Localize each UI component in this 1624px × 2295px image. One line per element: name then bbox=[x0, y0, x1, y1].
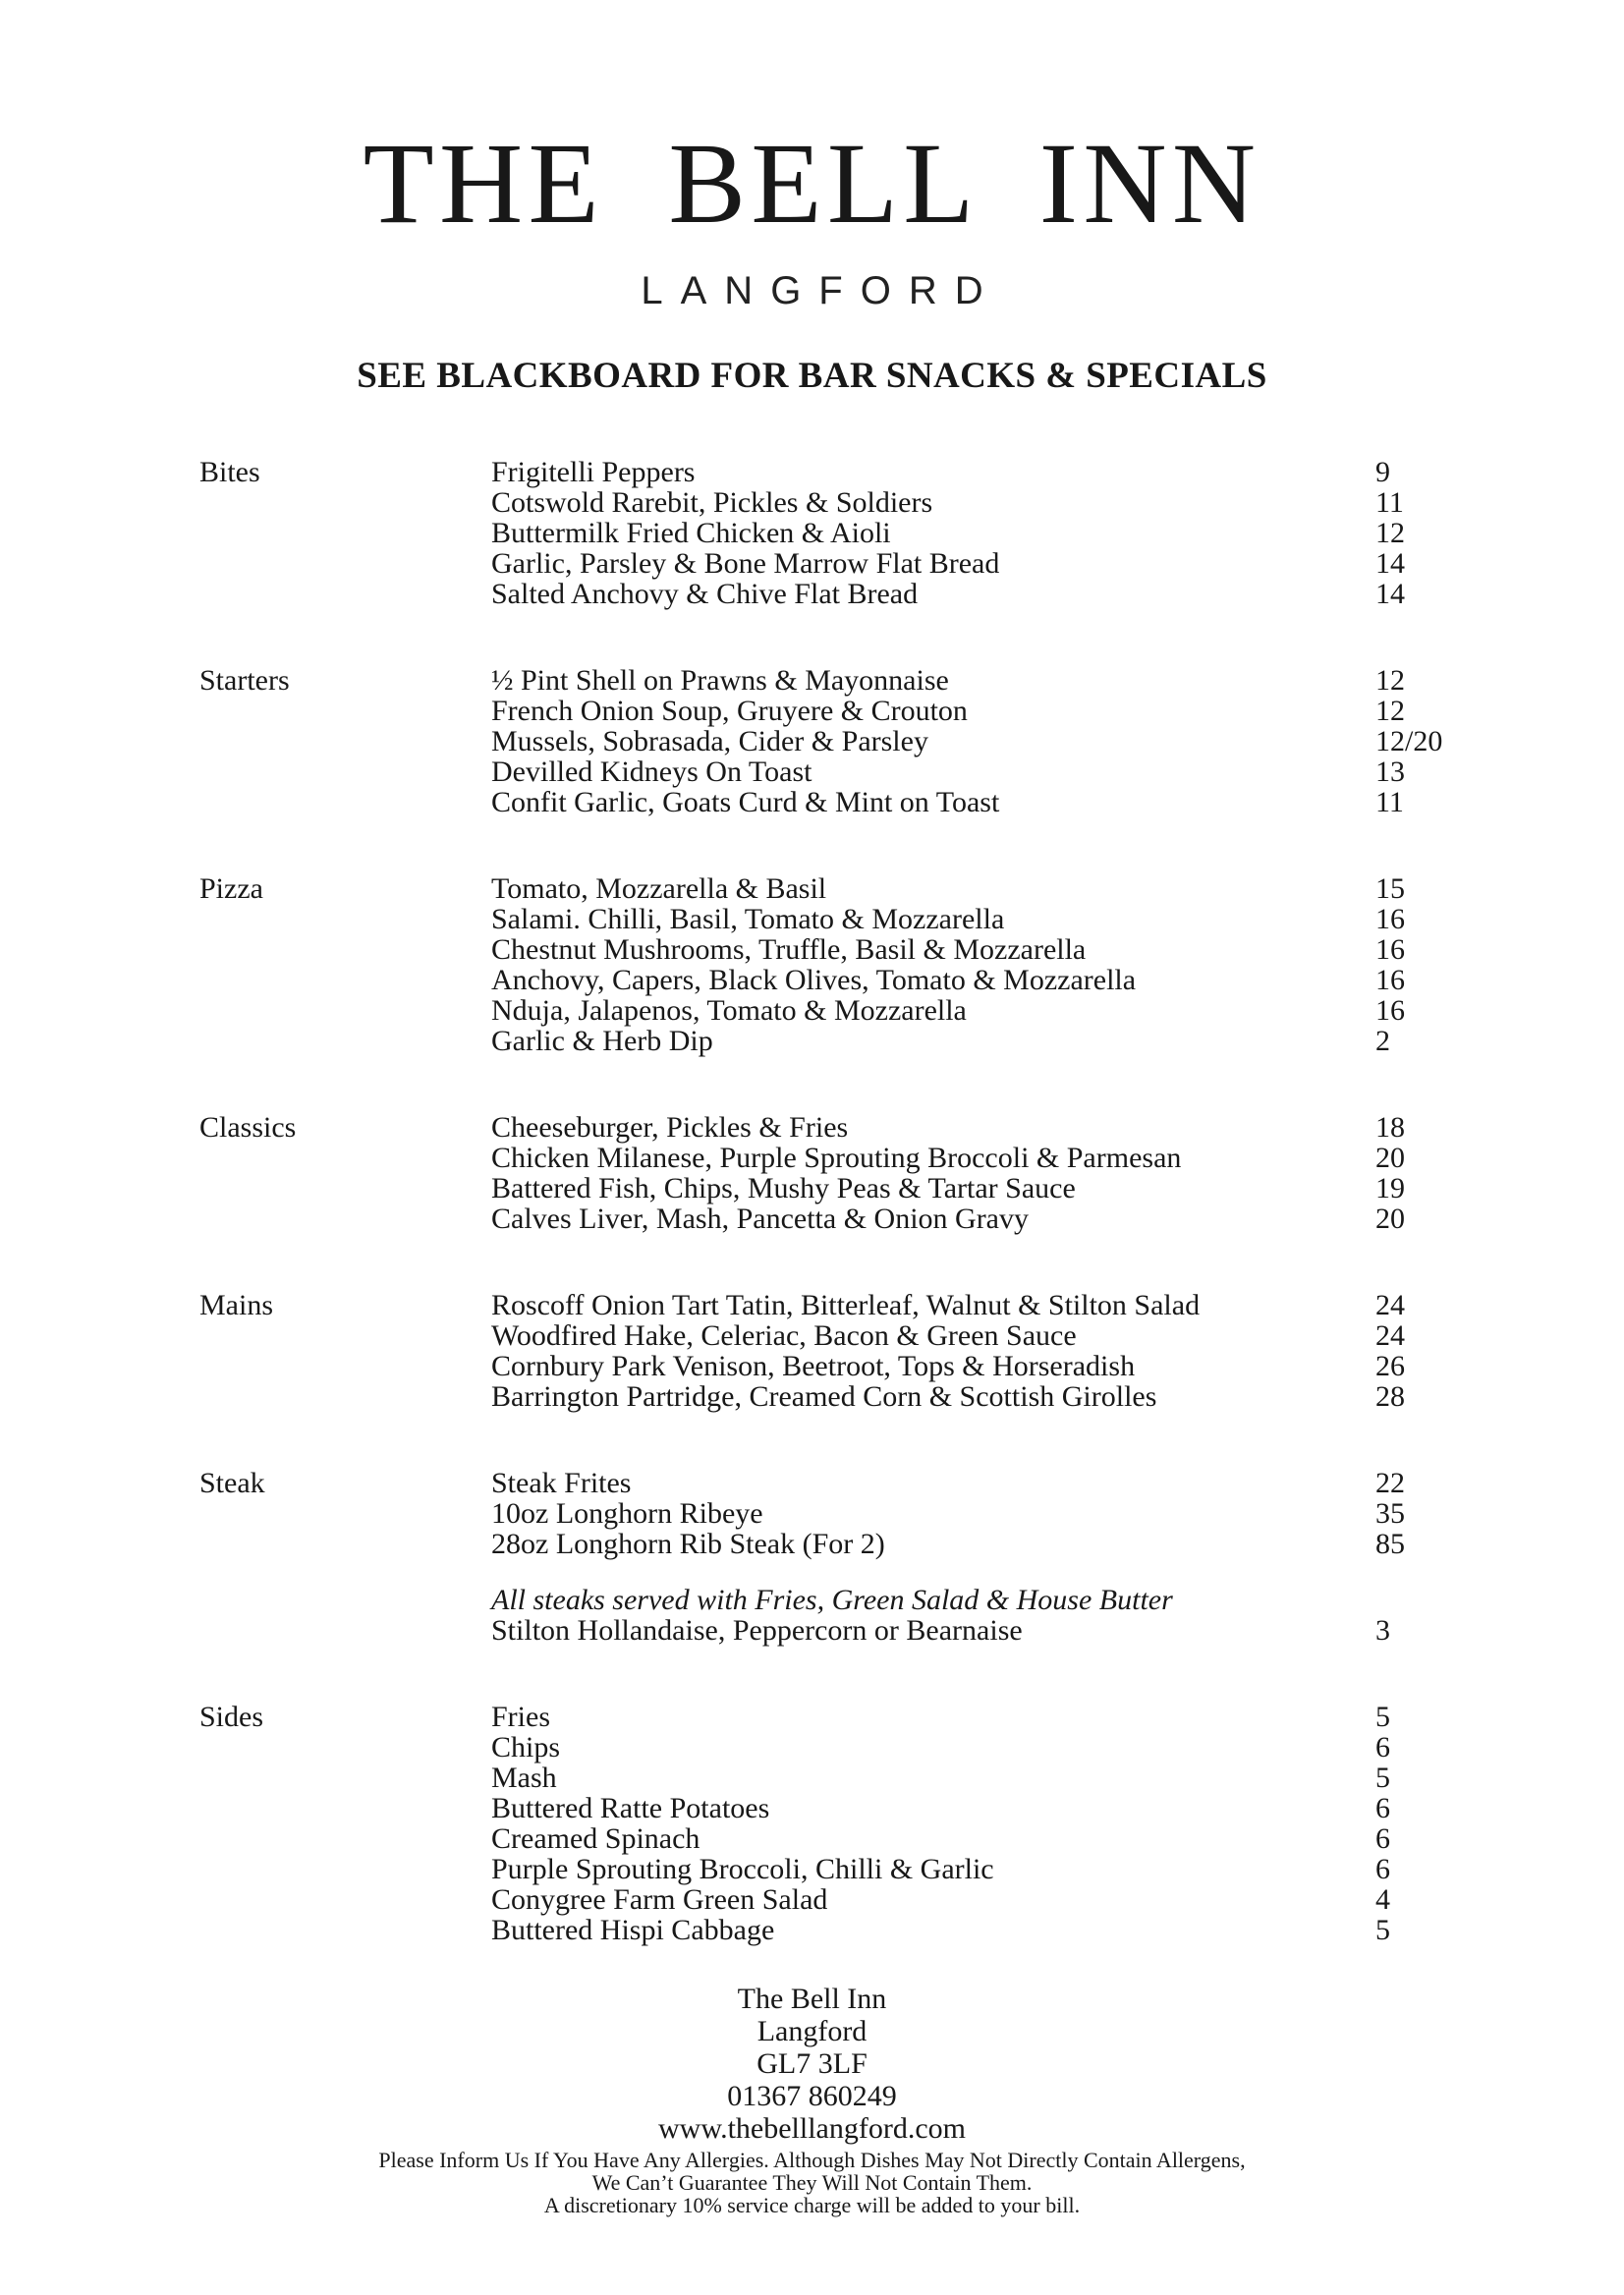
item-price: 20 bbox=[1375, 1203, 1405, 1235]
section-label: Starters bbox=[199, 664, 290, 697]
item-price: 28 bbox=[1375, 1380, 1405, 1413]
section-items bbox=[491, 665, 1484, 817]
section-label: Bites bbox=[199, 456, 260, 488]
item-name: Steak Frites bbox=[491, 1467, 632, 1499]
footer-smallprint bbox=[0, 2149, 1624, 2216]
item-price: 24 bbox=[1375, 1289, 1405, 1321]
item-price: 11 bbox=[1375, 486, 1404, 519]
item-name: Garlic, Parsley & Bone Marrow Flat Bread bbox=[491, 547, 1000, 580]
menu-item bbox=[491, 1468, 1484, 1498]
menu-section-starters bbox=[199, 665, 1484, 817]
menu-item bbox=[491, 548, 1484, 579]
section-label: Sides bbox=[199, 1701, 264, 1733]
item-price: 16 bbox=[1375, 903, 1405, 935]
menu-item bbox=[491, 787, 1484, 817]
menu-item bbox=[491, 1793, 1484, 1823]
section-label: Classics bbox=[199, 1111, 297, 1144]
menu-header bbox=[0, 0, 1624, 394]
menu-item bbox=[491, 1498, 1484, 1529]
menu-item bbox=[491, 904, 1484, 934]
item-name: Buttered Hispi Cabbage bbox=[491, 1914, 775, 1946]
item-price: 6 bbox=[1375, 1853, 1390, 1885]
item-name: Mash bbox=[491, 1762, 557, 1794]
item-price: 14 bbox=[1375, 578, 1405, 610]
item-name: Anchovy, Capers, Black Olives, Tomato & Mozzarella bbox=[491, 964, 1137, 996]
item-name: Chestnut Mushrooms, Truffle, Basil & Mozzarella bbox=[491, 933, 1087, 966]
page-title: THE BELL INN bbox=[363, 119, 1261, 248]
item-name: Cotswold Rarebit, Pickles & Soldiers bbox=[491, 486, 933, 519]
item-price: 5 bbox=[1375, 1762, 1390, 1794]
item-price: 18 bbox=[1375, 1111, 1405, 1144]
item-price: 5 bbox=[1375, 1701, 1390, 1733]
section-items bbox=[491, 873, 1484, 1056]
item-name: Devilled Kidneys On Toast bbox=[491, 756, 812, 788]
item-price: 11 bbox=[1375, 786, 1404, 818]
menu-item bbox=[491, 487, 1484, 518]
section-label: Mains bbox=[199, 1289, 273, 1321]
item-name: Woodfired Hake, Celeriac, Bacon & Green Sauce bbox=[491, 1319, 1077, 1352]
smallprint-line: A discretionary 10% service charge will be added to your bill. bbox=[543, 2193, 1081, 2217]
menu-item bbox=[491, 1143, 1484, 1173]
menu-item bbox=[491, 1702, 1484, 1732]
menu-item bbox=[491, 1585, 1484, 1615]
item-name: Chicken Milanese, Purple Sprouting Broccoli & Parmesan bbox=[491, 1142, 1182, 1174]
item-price bbox=[1375, 1585, 1484, 1615]
item-price: 12/20 bbox=[1375, 725, 1443, 757]
item-price: 9 bbox=[1375, 456, 1390, 488]
item-price: 19 bbox=[1375, 1172, 1405, 1204]
item-name: 10oz Longhorn Ribeye bbox=[491, 1497, 763, 1530]
item-price: 85 bbox=[1375, 1528, 1405, 1560]
item-name: Buttered Ratte Potatoes bbox=[491, 1792, 770, 1824]
item-price: 2 bbox=[1375, 1025, 1390, 1057]
item-price: 5 bbox=[1375, 1914, 1390, 1946]
menu-item bbox=[491, 934, 1484, 965]
menu-item bbox=[491, 1320, 1484, 1351]
menu-section-steak bbox=[199, 1468, 1484, 1646]
menu-section-mains bbox=[199, 1290, 1484, 1412]
item-price: 6 bbox=[1375, 1731, 1390, 1763]
menu-item bbox=[491, 873, 1484, 904]
menu-item bbox=[491, 1615, 1484, 1646]
item-name: All steaks served with Fries, Green Salad & House Butter bbox=[491, 1584, 1173, 1616]
item-price: 20 bbox=[1375, 1142, 1405, 1174]
item-price: 22 bbox=[1375, 1467, 1405, 1499]
menu bbox=[0, 457, 1624, 1945]
section-label: Steak bbox=[199, 1467, 265, 1499]
item-name: Calves Liver, Mash, Pancetta & Onion Gravy bbox=[491, 1203, 1030, 1235]
item-name: 28oz Longhorn Rib Steak (For 2) bbox=[491, 1528, 885, 1560]
footer-line: 01367 860249 bbox=[727, 2080, 897, 2112]
item-name: Salted Anchovy & Chive Flat Bread bbox=[491, 578, 919, 610]
item-name: Salami. Chilli, Basil, Tomato & Mozzarella bbox=[491, 903, 1005, 935]
menu-item bbox=[491, 1290, 1484, 1320]
menu-section-bites bbox=[199, 457, 1484, 609]
menu-item bbox=[491, 1381, 1484, 1412]
menu-item bbox=[491, 1915, 1484, 1945]
footer-line: GL7 3LF bbox=[756, 2047, 868, 2080]
item-name: Garlic & Herb Dip bbox=[491, 1025, 713, 1057]
item-name: Mussels, Sobrasada, Cider & Parsley bbox=[491, 725, 928, 757]
item-name: Creamed Spinach bbox=[491, 1822, 700, 1855]
item-name: Cheeseburger, Pickles & Fries bbox=[491, 1111, 849, 1144]
item-price: 16 bbox=[1375, 994, 1405, 1027]
menu-item bbox=[491, 1823, 1484, 1854]
menu-section-sides bbox=[199, 1702, 1484, 1945]
menu-item bbox=[491, 457, 1484, 487]
footer-line: The Bell Inn bbox=[737, 1983, 887, 2015]
item-name: Chips bbox=[491, 1731, 561, 1763]
item-name: Frigitelli Peppers bbox=[491, 456, 696, 488]
menu-item bbox=[491, 726, 1484, 756]
footer-line: Langford bbox=[756, 2015, 868, 2047]
item-name: Tomato, Mozzarella & Basil bbox=[491, 872, 827, 905]
item-price: 16 bbox=[1375, 933, 1405, 966]
section-items bbox=[491, 457, 1484, 609]
item-name: Purple Sprouting Broccoli, Chilli & Garlic bbox=[491, 1853, 994, 1885]
smallprint-line: We Can’t Guarantee They Will Not Contain Them. bbox=[591, 2170, 1033, 2195]
item-price: 26 bbox=[1375, 1350, 1405, 1382]
item-price: 35 bbox=[1375, 1497, 1405, 1530]
blackboard-notice: SEE BLACKBOARD FOR BAR SNACKS & SPECIALS bbox=[357, 356, 1267, 396]
footer-contact-lines bbox=[0, 1983, 1624, 2145]
item-price: 12 bbox=[1375, 695, 1405, 727]
section-items bbox=[491, 1702, 1484, 1945]
menu-item bbox=[491, 1203, 1484, 1234]
menu-section-pizza bbox=[199, 873, 1484, 1056]
menu-item bbox=[491, 1732, 1484, 1763]
section-label: Pizza bbox=[199, 872, 263, 905]
menu-item bbox=[491, 756, 1484, 787]
menu-footer bbox=[0, 1983, 1624, 2216]
item-price: 4 bbox=[1375, 1883, 1390, 1916]
item-name: Cornbury Park Venison, Beetroot, Tops & Horseradish bbox=[491, 1350, 1136, 1382]
item-name: Roscoff Onion Tart Tatin, Bitterleaf, Walnut & Stilton Salad bbox=[491, 1289, 1201, 1321]
item-price: 3 bbox=[1375, 1614, 1390, 1647]
item-price: 12 bbox=[1375, 664, 1405, 697]
smallprint-line: Please Inform Us If You Have Any Allergies. Although Dishes May Not Directly Contain Allergens, bbox=[378, 2148, 1246, 2172]
menu-item bbox=[491, 1173, 1484, 1203]
item-price: 15 bbox=[1375, 872, 1405, 905]
item-name: Battered Fish, Chips, Mushy Peas & Tartar Sauce bbox=[491, 1172, 1076, 1204]
menu-item bbox=[491, 1351, 1484, 1381]
menu-item bbox=[491, 1529, 1484, 1559]
menu-item bbox=[491, 1112, 1484, 1143]
footer-line: www.thebelllangford.com bbox=[658, 2112, 966, 2145]
section-items bbox=[491, 1468, 1484, 1646]
menu-item bbox=[491, 579, 1484, 609]
menu-item bbox=[491, 1763, 1484, 1793]
menu-section-classics bbox=[199, 1112, 1484, 1234]
item-price: 12 bbox=[1375, 517, 1405, 549]
section-items bbox=[491, 1290, 1484, 1412]
item-price: 14 bbox=[1375, 547, 1405, 580]
section-items bbox=[491, 1112, 1484, 1234]
menu-item bbox=[491, 665, 1484, 696]
item-price: 6 bbox=[1375, 1792, 1390, 1824]
menu-item bbox=[491, 965, 1484, 995]
menu-item bbox=[491, 995, 1484, 1026]
menu-item bbox=[491, 1026, 1484, 1056]
item-name: Barrington Partridge, Creamed Corn & Scottish Girolles bbox=[491, 1380, 1157, 1413]
item-name: Confit Garlic, Goats Curd & Mint on Toast bbox=[491, 786, 1000, 818]
item-name: ½ Pint Shell on Prawns & Mayonnaise bbox=[491, 664, 949, 697]
item-name: Buttermilk Fried Chicken & Aioli bbox=[491, 517, 891, 549]
item-name: Nduja, Jalapenos, Tomato & Mozzarella bbox=[491, 994, 967, 1027]
item-name: Fries bbox=[491, 1701, 550, 1733]
item-name: Stilton Hollandaise, Peppercorn or Bearnaise bbox=[491, 1614, 1023, 1647]
menu-item bbox=[491, 696, 1484, 726]
menu-item bbox=[491, 1884, 1484, 1915]
item-price: 13 bbox=[1375, 756, 1405, 788]
menu-item bbox=[491, 518, 1484, 548]
item-price: 16 bbox=[1375, 964, 1405, 996]
item-price: 6 bbox=[1375, 1822, 1390, 1855]
page-subtitle: LANGFORD bbox=[641, 269, 1001, 312]
item-name: Conygree Farm Green Salad bbox=[491, 1883, 828, 1916]
item-name: French Onion Soup, Gruyere & Crouton bbox=[491, 695, 968, 727]
item-price: 24 bbox=[1375, 1319, 1405, 1352]
menu-item bbox=[491, 1854, 1484, 1884]
